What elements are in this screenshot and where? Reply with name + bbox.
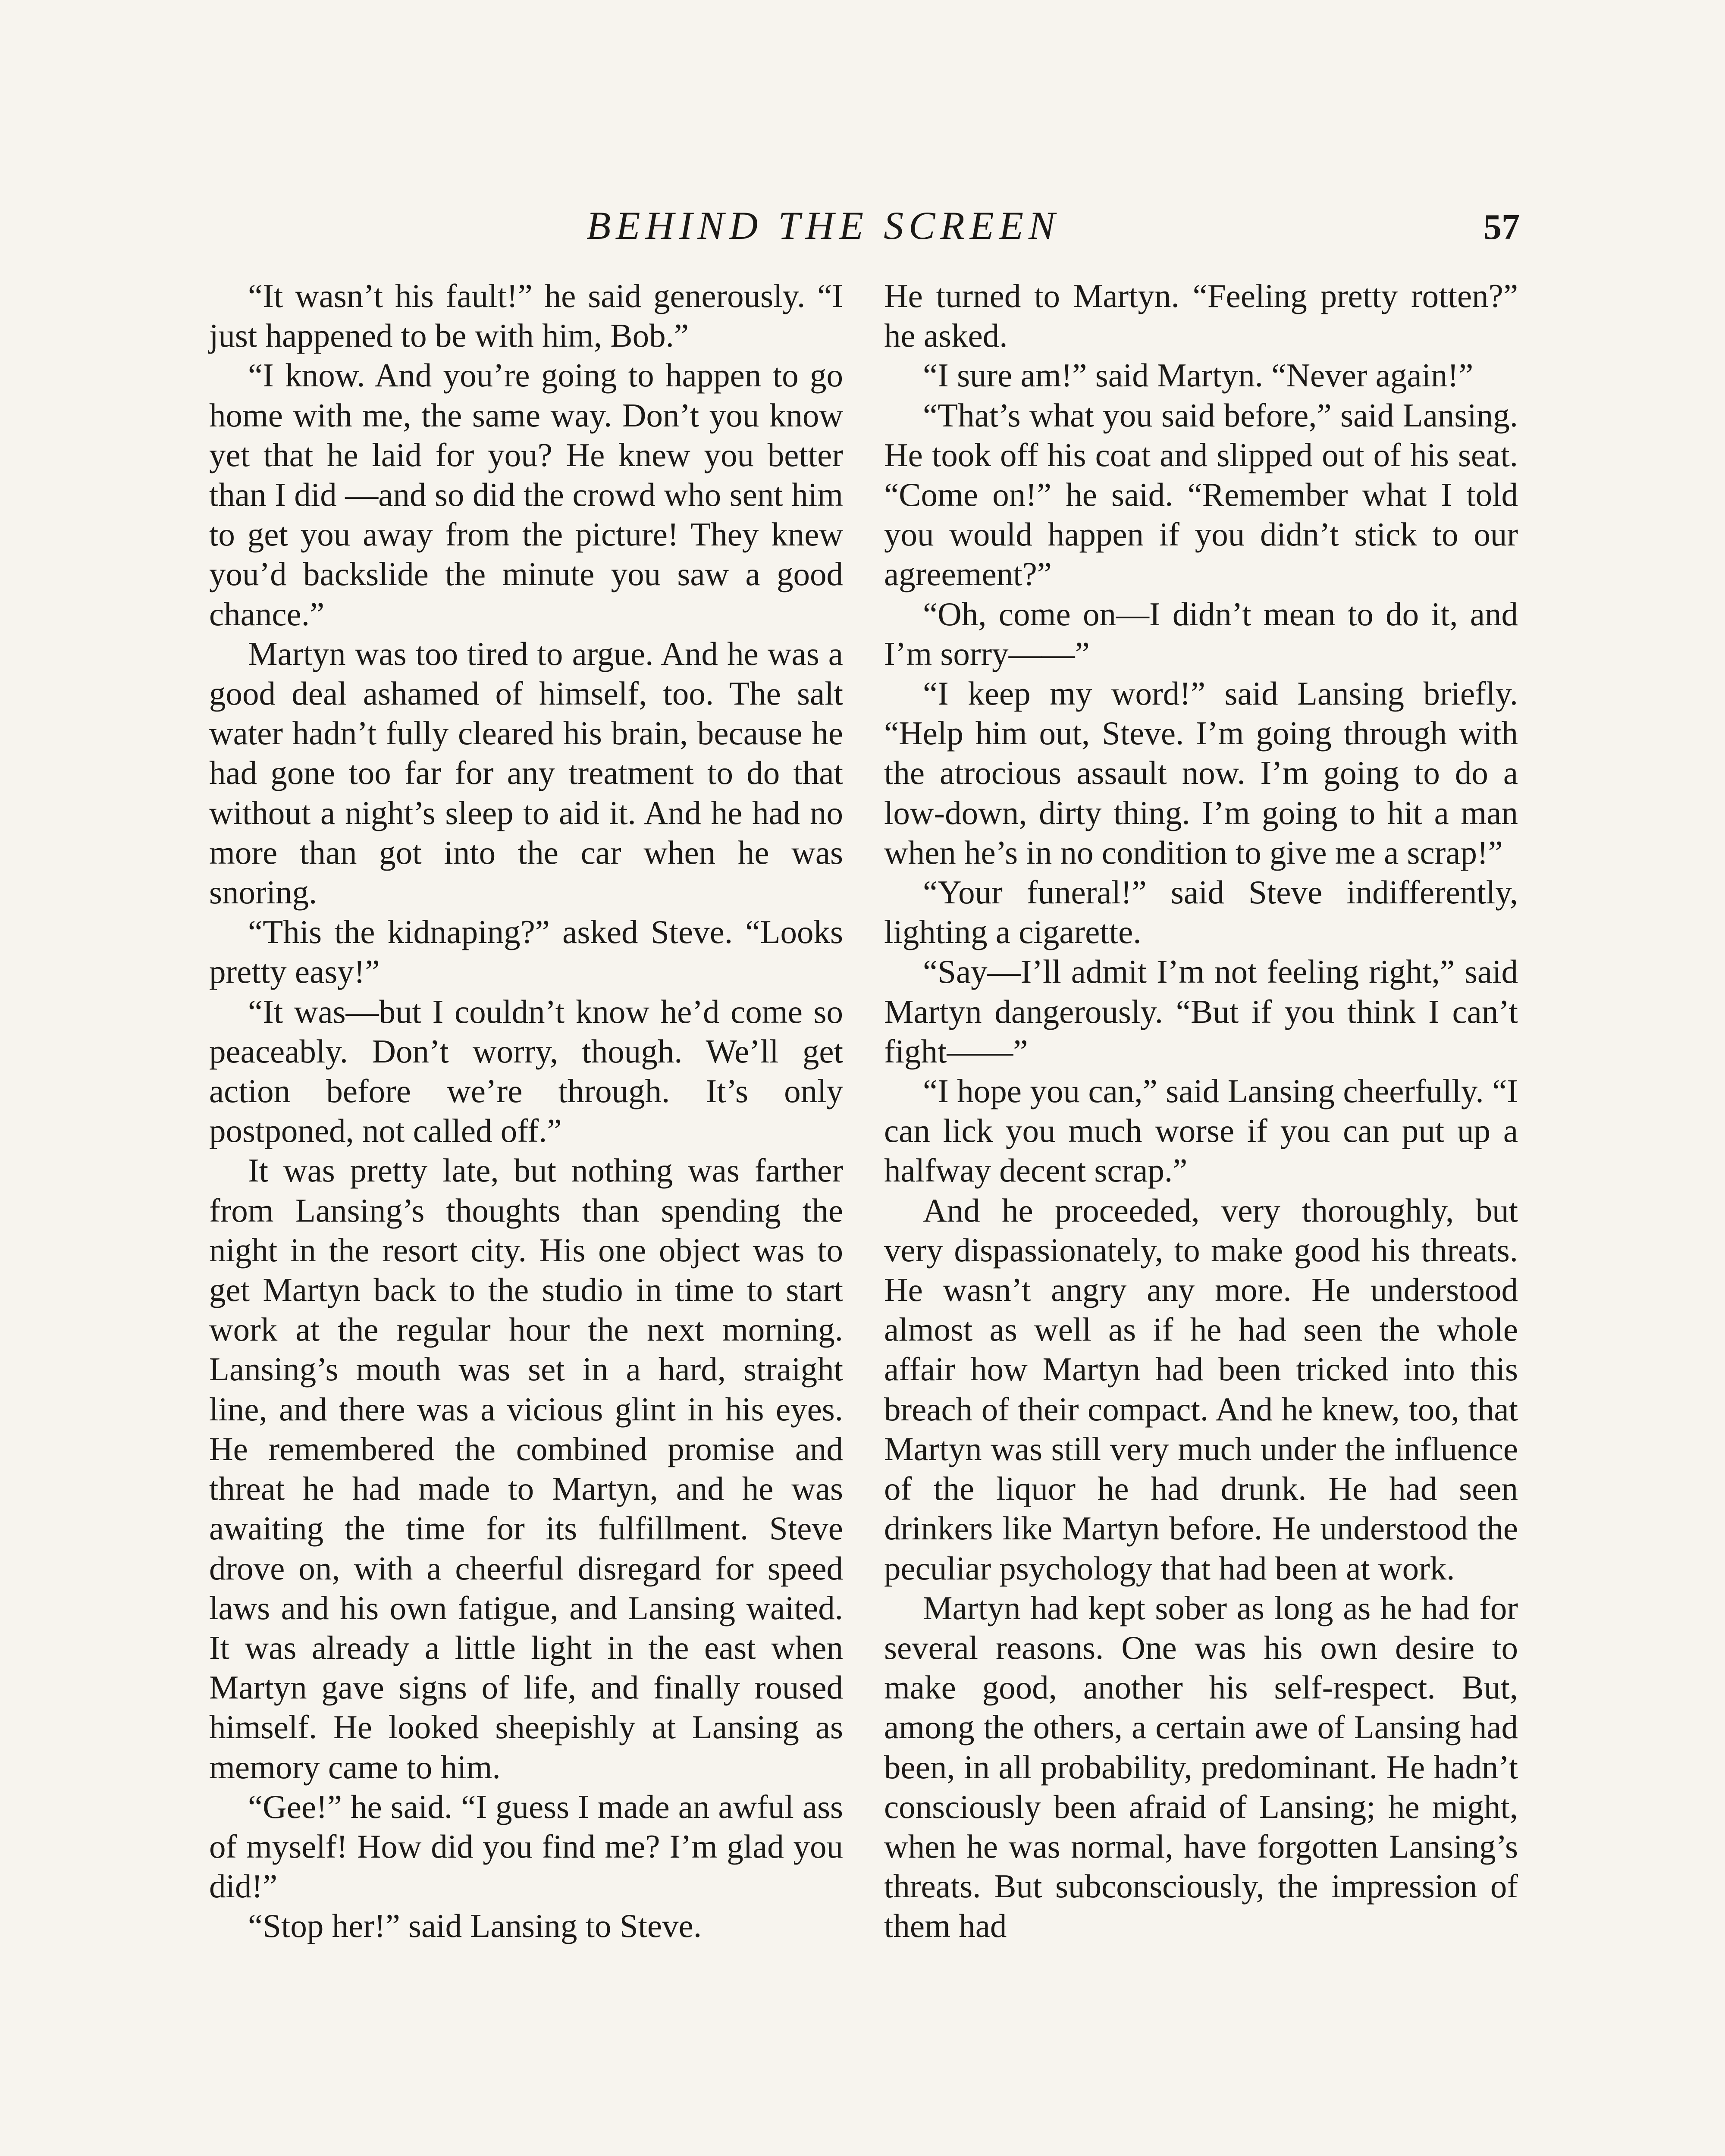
paragraph: “I sure am!” said Martyn. “Never again!” <box>923 357 1474 394</box>
page-number: 57 <box>1484 207 1520 247</box>
paragraph: “I keep my word!” said Lansing briefly. “Help him out, Steve. I’m going through with the atrocious assault now. I’m going to do a low-down, dirty thing. I’m going to hit a man when he’s in no condition to give me a scrap!” <box>884 675 1518 871</box>
paragraph: It was pretty late, but nothing was farther from Lansing’s thoughts than spending the night in the resort city. His one object was to get Martyn back to the studio in time to start work at the regular hour the next morning. Lansing’s mouth was set in a hard, straight line, and there was a vicious glint in his eyes. He remembered the combined promise and threat he had made to Martyn, and he was awaiting the time for its fulfillment. Steve drove on, with a cheerful disregard for speed laws and his own fatigue, and Lansing waited. It was already a little light in the east when Martyn gave signs of life, and finally roused himself. He looked sheepishly at Lansing as memory came to him. <box>209 1152 843 1786</box>
paragraph: Martyn was too tired to argue. And he was a good deal ashamed of himself, too. The salt water hadn’t fully cleared his brain, because he had gone too far for any treatment to do that without a night’s sleep to aid it. And he had no more than got into the car when he was snoring. <box>209 635 843 911</box>
paragraph: And he proceeded, very thoroughly, but very dispassionately, to make good his threats. He wasn’t angry any more. He understood almost as well as if he had seen the whole affair how Martyn had been tricked into this breach of their compact. And he knew, too, that Martyn was still very much under the influence of the liquor he had drunk. He had seen drinkers like Martyn before. He understood the peculiar psychology that had been at work. <box>884 1191 1518 1587</box>
left-column <box>209 276 843 1946</box>
paragraph: “This the kidnaping?” asked Steve. “Looks pretty easy!” <box>209 913 843 990</box>
paragraph: “Oh, come on—I didn’t mean to do it, and I’m sorry——” <box>884 595 1518 672</box>
paragraph: “It wasn’t his fault!” he said generously. “I just happened to be with him, Bob.” <box>209 277 843 354</box>
paragraph: “Gee!” he said. “I guess I made an awful ass of myself! How did you find me? I’m glad you did!” <box>209 1788 843 1905</box>
paragraph: “It was—but I couldn’t know he’d come so peaceably. Don’t worry, though. We’ll get action before we’re through. It’s only postponed, not called off.” <box>209 993 843 1150</box>
paragraph: “Say—I’ll admit I’m not feeling right,” said Martyn dangerously. “But if you think I can’t fight——” <box>884 953 1518 1070</box>
paragraph: “Stop her!” said Lansing to Steve. <box>248 1907 702 1945</box>
paragraph: “That’s what you said before,” said Lansing. He took off his coat and slipped out of his seat. “Come on!” he said. “Remember what I told you would happen if you didn’t stick to our agreement?” <box>884 396 1518 593</box>
paragraph: Martyn had kept sober as long as he had for several reasons. One was his own desire to make good, another his self-respect. But, among the others, a certain awe of Lansing had been, in all probability, predominant. He hadn’t consciously been afraid of Lansing; he might, when he was normal, have forgotten Lansing’s threats. But subconsciously, the impression of them had <box>884 1589 1518 1945</box>
paragraph-continuation: He turned to Martyn. “Feeling pretty rotten?” he asked. <box>884 277 1518 354</box>
paragraph: “I know. And you’re going to happen to go home with me, the same way. Don’t you know yet that he laid for you? He knew you better than I did —and so did the crowd who sent him to get you away from the picture! They knew you’d backslide the minute you saw a good chance.” <box>209 357 843 633</box>
right-column <box>884 276 1518 1946</box>
running-head: BEHIND THE SCREEN <box>586 204 1060 248</box>
paragraph: “Your funeral!” said Steve indifferently, lighting a cigarette. <box>884 874 1518 951</box>
paragraph: “I hope you can,” said Lansing cheerfully. “I can lick you much worse if you can put up a halfway decent scrap.” <box>884 1072 1518 1189</box>
